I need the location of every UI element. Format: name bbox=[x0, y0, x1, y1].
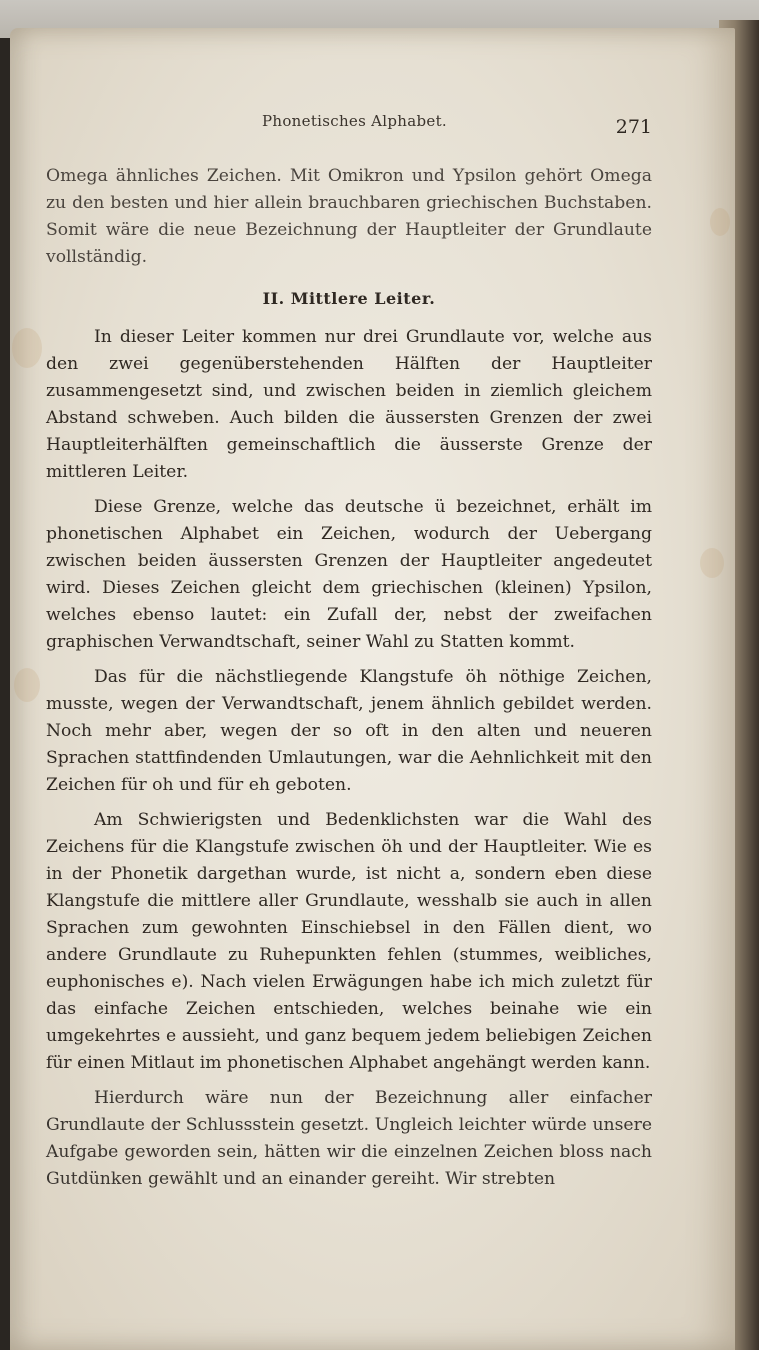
paragraph: In dieser Leiter kommen nur drei Grundlaute vor, welche aus den zwei gegenüberstehenden Hälften der Hauptleiter zusammengesetzt sind, und zwischen beiden in ziemlich gleichem Abstand schweben. Auch bilden die äussersten Grenzen der zwei Hauptleiterhälften gemeinschaftlich die äusserste Grenze der mittleren Leiter. bbox=[46, 327, 652, 482]
page-header bbox=[46, 112, 664, 140]
paragraph: Am Schwierigsten und Bedenklichsten war die Wahl des Zeichens für die Klangstufe zwischen öh und der Hauptleiter. Wie es in der Phonetik dargethan wurde, ist nicht a, sondern eben diese Klangstufe die mittlere aller Grundlaute, wesshalb sie auch in allen Sprachen zum gewohnten Einschiebsel in den Fällen dient, wo andere Grundlaute zu Ruhepunkten fehlen (stummes, weibliches, euphonisches e). Nach vielen Erwägungen habe ich mich zuletzt für das einfache Zeichen entschieden, welches beinahe wie ein umgekehrtes e aussieht, und ganz bequem jedem beliebigen Zeichen für einen Mitlaut im phonetischen Alphabet angehängt werden kann. bbox=[46, 810, 652, 1073]
body-text bbox=[46, 163, 652, 1193]
book-page bbox=[10, 28, 735, 1350]
foxing-spot bbox=[12, 328, 42, 368]
paragraph: Das für die nächstliegende Klangstufe öh nöthige Zeichen, musste, wegen der Verwandtschaft, jenem ähnlich gebildet werden. Noch mehr aber, wegen der so oft in den alten und neueren Sprachen stattfindenden Umlautungen, war die Aehnlichkeit mit den Zeichen für oh und für eh geboten. bbox=[46, 667, 652, 795]
foxing-spot bbox=[710, 208, 730, 236]
section-heading: II. Mittlere Leiter. bbox=[262, 289, 436, 308]
paragraph: Hierdurch wäre nun der Bezeichnung aller einfacher Grundlaute der Schlussstein gesetzt. Ungleich leichter würde unsere Aufgabe geworden sein, hätten wir die einzelnen Zeichen bloss nach Gutdünken gewählt und an einander gereiht. Wir strebten bbox=[46, 1088, 652, 1189]
running-title: Phonetisches Alphabet. bbox=[262, 112, 447, 130]
paragraph: Diese Grenze, welche das deutsche ü bezeichnet, erhält im phonetischen Alphabet ein Zeichen, wodurch der Uebergang zwischen beiden äussersten Grenzen der Hauptleiter angedeutet wird. Dieses Zeichen gleicht dem griechischen (kleinen) Ypsilon, welches ebenso lautet: ein Zufall der, nebst der zweifachen graphischen Verwandtschaft, seiner Wahl zu Statten kommt. bbox=[46, 497, 652, 652]
paragraph: Omega ähnliches Zeichen. Mit Omikron und Ypsilon gehört Omega zu den besten und hier allein brauchbaren griechischen Buchstaben. Somit wäre die neue Bezeichnung der Hauptleiter der Grundlaute vollständig. bbox=[46, 166, 652, 267]
foxing-spot bbox=[700, 548, 724, 578]
foxing-spot bbox=[14, 668, 40, 702]
page-number: 271 bbox=[615, 116, 652, 138]
